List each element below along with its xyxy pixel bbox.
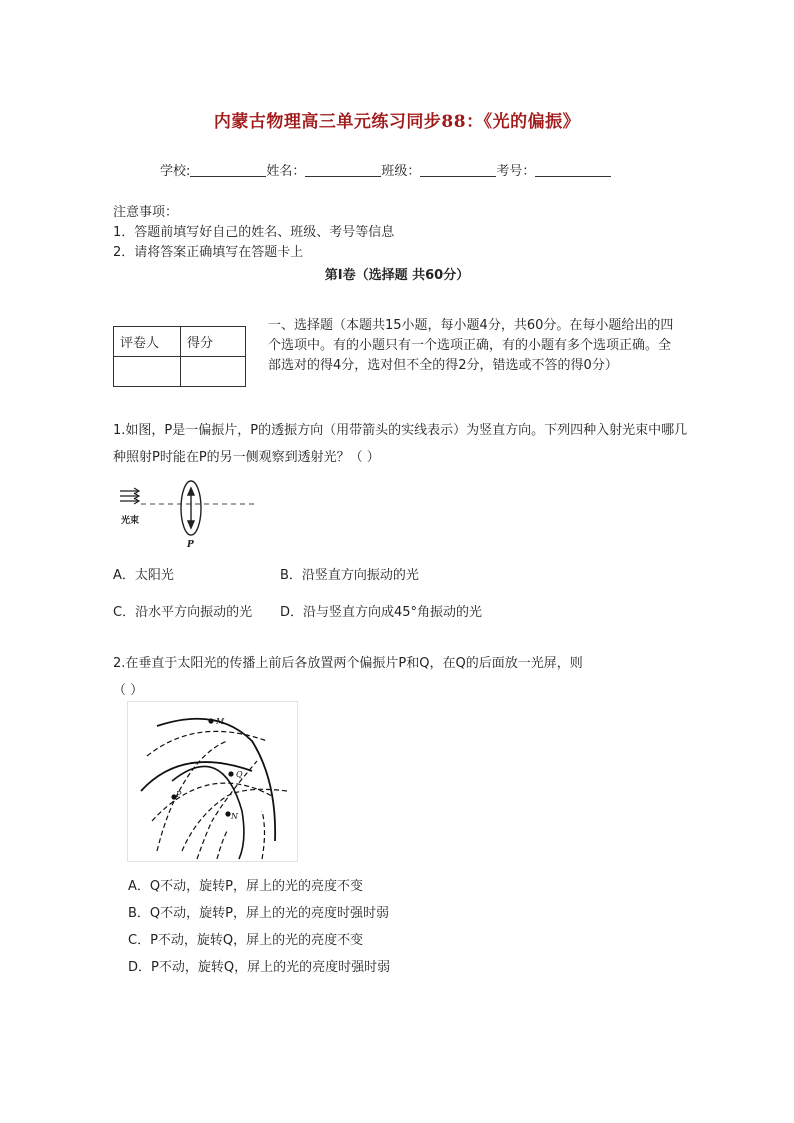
point-m-label: M xyxy=(216,717,225,726)
score-cell xyxy=(181,357,246,387)
q1-polarizer-figure xyxy=(113,478,263,550)
q1-option-a: A．太阳光 xyxy=(113,568,174,583)
school-label: 学校: xyxy=(160,164,191,179)
point-q-label: Q xyxy=(236,770,243,779)
section-title: 第I卷（选择题 共60分） xyxy=(324,268,470,283)
score-header: 得分 xyxy=(181,327,246,357)
beam-arrows-icon xyxy=(120,488,139,504)
q1-option-d: D．沿与竖直方向成45°角振动的光 xyxy=(280,605,483,620)
class-label: 班级： xyxy=(381,164,421,179)
name-label: 姓名： xyxy=(266,164,306,179)
student-info-line xyxy=(160,160,611,179)
exam-no-blank xyxy=(535,162,611,177)
beam-label: 光束 xyxy=(121,516,140,526)
exam-no-label: 考号： xyxy=(496,164,536,179)
question-1-text: 1.如图，P是一偏振片，P的透振方向（用带箭头的实线表示）为竖直方向。下列四种入射光束中哪几种照射P时能在P的另一侧观察到透射光？（ ） xyxy=(113,423,688,465)
notes-item-1: 1．答题前填写好自己的姓名、班级、考号等信息 xyxy=(113,225,395,240)
transmission-axis-arrow-icon xyxy=(188,488,194,528)
grader-table xyxy=(113,326,246,387)
q1-option-b: B．沿竖直方向振动的光 xyxy=(280,568,419,583)
class-blank xyxy=(420,162,496,177)
q2-option-a: A．Q不动，旋转P，屏上的光的亮度不变 xyxy=(128,879,363,894)
notes-block xyxy=(113,203,394,263)
q2-option-b: B．Q不动，旋转P，屏上的光的亮度时强时弱 xyxy=(128,906,389,921)
question-2-text xyxy=(113,650,693,704)
point-n xyxy=(225,811,230,816)
name-blank xyxy=(305,162,381,177)
point-p-label: P xyxy=(176,790,182,799)
figure-frame xyxy=(128,702,298,862)
notes-heading: 注意事项： xyxy=(113,205,179,220)
school-blank xyxy=(190,162,266,177)
point-q xyxy=(228,771,233,776)
q2-option-d: D．P不动，旋转Q，屏上的光的亮度时强时弱 xyxy=(128,960,391,975)
notes-item-2: 2．请将答案正确填写在答题卡上 xyxy=(113,245,304,260)
question-2-paren: （ ） xyxy=(113,683,144,698)
page-title: 内蒙古物理高三单元练习同步88：《光的偏振》 xyxy=(213,112,581,132)
grader-header: 评卷人 xyxy=(114,327,181,357)
q2-option-c: C．P不动，旋转Q，屏上的光的亮度不变 xyxy=(128,933,364,948)
point-n-label: N xyxy=(231,812,238,821)
question-2-stem: 2.在垂直于太阳光的传播上前后各放置两个偏振片P和Q，在Q的后面放一光屏，则 xyxy=(113,656,583,671)
polarizer-label: P xyxy=(187,540,194,550)
grader-cell xyxy=(114,357,181,387)
q2-wavefront-figure xyxy=(127,701,299,863)
section-instructions: 一、选择题（本题共15小题，每小题4分，共60分。在每小题给出的四个选项中。有的小题只有一个选项正确，有的小题有多个选项正确。全部选对的得4分，选对但不全的得2分，错选或不答的得0分） xyxy=(268,318,674,373)
point-m xyxy=(208,718,213,723)
q1-option-c: C．沿水平方向振动的光 xyxy=(113,605,253,620)
